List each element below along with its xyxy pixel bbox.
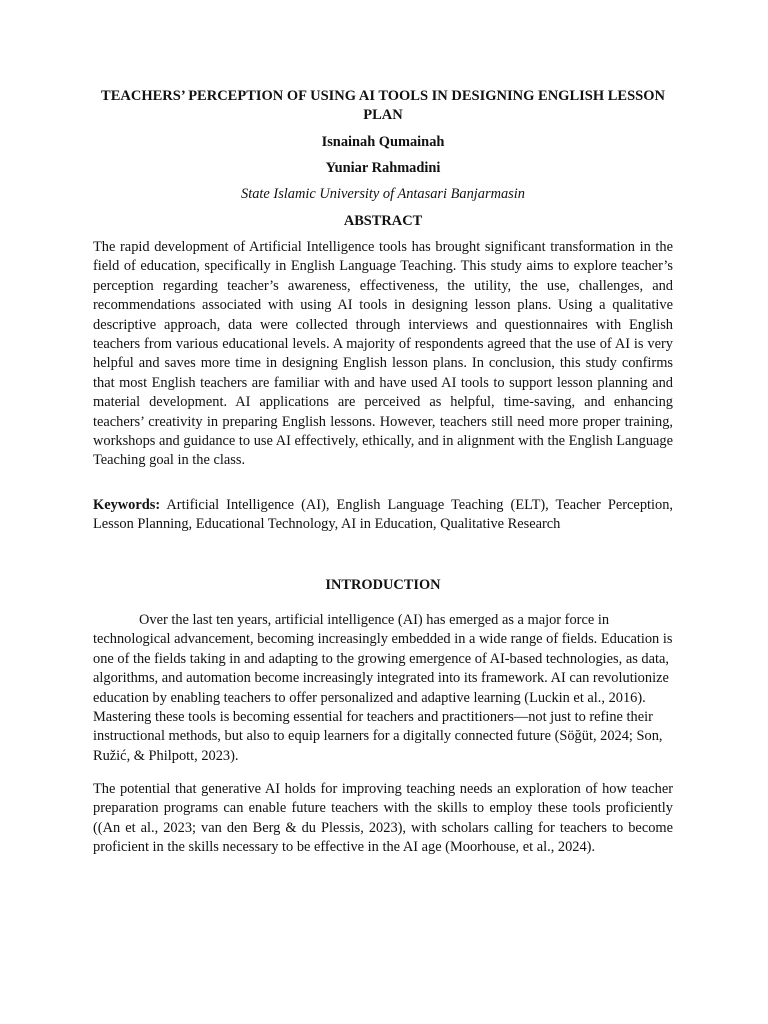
introduction-heading: INTRODUCTION [325, 577, 441, 593]
author-name: Yuniar Rahmadini [325, 160, 441, 176]
introduction-paragraph: Over the last ten years, artificial intelligence (AI) has emerged as a major force in technological advancement, becoming increasingly embedded in a wide range of fields. Education is one of the fields taking in and adapting to the growing emergence of AI-based technologies, as data, algorithms, and automation become increasingly integrated into its framework. AI can revolutionize education by enabling teachers to offer personalized and adaptive learning (Luckin et al., 2016). Mastering these tools is becoming essential for teachers and practitioners—not just to refine their instructional methods, but also to equip learners for a digitally connected future (Söğüt, 2024; Son, Ružić, & Philpott, 2023). [93, 612, 673, 764]
author-affiliation: State Islamic University of Antasari Banjarmasin [241, 186, 525, 202]
abstract-body: The rapid development of Artificial Intelligence tools has brought significant transformation in the field of education, specifically in English Language Teaching. This study aims to explore teacher’s perception regarding teacher’s awareness, effectiveness, the utility, the use, challenges, and recommendations associated with using AI tools in designing lesson plans. Using a qualitative descriptive approach, data were collected through interviews and questionnaires with English teachers from various educational levels. A majority of respondents agreed that the use of AI is very helpful and saves more time in designing English lesson plans. In conclusion, this study confirms that most English teachers are familiar with and have used AI tools to support lesson planning and material development. AI applications are perceived as helpful, time-saving, and enhancing teachers’ creativity in preparing English lessons. However, teachers still need more proper training, workshops and guidance to use AI effectively, ethically, and in alignment with the English Language Teaching goal in the class. [93, 239, 673, 469]
author-name: Isnainah Qumainah [321, 134, 445, 150]
paper-title: TEACHERS’ PERCEPTION OF USING AI TOOLS IN DESIGNING ENGLISH LESSON PLAN [101, 88, 665, 123]
introduction-paragraph: The potential that generative AI holds for improving teaching needs an exploration of how teacher preparation programs can enable future teachers with the skills to employ these tools proficiently ((An et al., 2023; van den Berg & du Plessis, 2023), with scholars calling for teachers to become proficient in the skills necessary to be effective in the AI age (Moorhouse, et al., 2024). [93, 781, 673, 856]
abstract-heading: ABSTRACT [343, 213, 423, 229]
keywords-list: Artificial Intelligence (AI), English Language Teaching (ELT), Teacher Perception, Lesson Planning, Educational Technology, AI in Education, Qualitative Research [93, 497, 673, 533]
keywords-label: Keywords: [93, 497, 161, 513]
keywords [93, 496, 673, 535]
